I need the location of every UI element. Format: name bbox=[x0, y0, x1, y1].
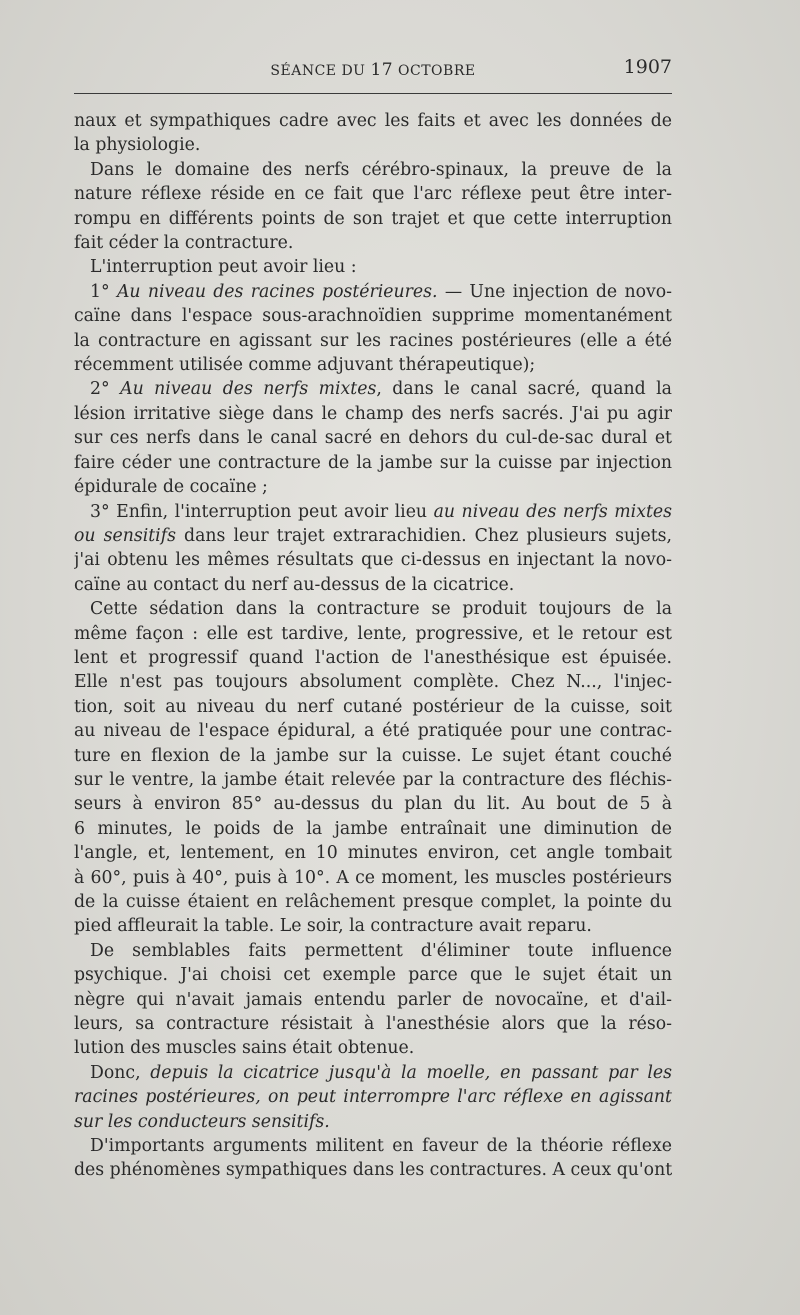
text-line: j'ai obtenu les mêmes résultats que ci-dessus en injectant la novo- bbox=[74, 550, 672, 571]
text-line-italic: racines postérieures, on peut interrompre l'arc réflexe en agissant bbox=[74, 1087, 672, 1108]
text-line: seurs à environ 85° au-dessus du plan du lit. Au bout de 5 à bbox=[74, 794, 672, 815]
text-line: même façon : elle est tardive, lente, progressive, et le retour est bbox=[74, 623, 672, 644]
text-line-post: — Une injection de novo- bbox=[437, 281, 672, 302]
text-line-post: dans leur trajet extrarachidien. Chez plusieurs sujets, bbox=[175, 525, 672, 546]
text-line: 6 minutes, le poids de la jambe entraînait une diminution de bbox=[74, 818, 672, 839]
text-line: lésion irritative siège dans le champ des nerfs sacrés. J'ai pu agir bbox=[74, 403, 672, 424]
text-line bbox=[74, 377, 672, 401]
text-line: De semblables faits permettent d'éliminer toute influence bbox=[90, 940, 672, 961]
text-line: sur ces nerfs dans le canal sacré en dehors du cul-de-sac dural et bbox=[74, 428, 672, 449]
page-number: 1907 bbox=[623, 56, 672, 78]
text-line: nature réflexe réside en ce fait que l'arc réflexe peut être inter- bbox=[74, 184, 672, 205]
text-line: rompu en différents points de son trajet et que cette interruption bbox=[74, 208, 672, 229]
text-line: D'importants arguments militent en faveur de la théorie réflexe bbox=[90, 1136, 672, 1157]
running-header bbox=[74, 56, 672, 84]
text-line: de la cuisse étaient en relâchement presque complet, la pointe du bbox=[74, 892, 672, 912]
text-line: épidurale de cocaïne ; bbox=[74, 477, 268, 498]
text-line: fait céder la contracture. bbox=[74, 233, 294, 254]
text-line: la contracture en agissant sur les racines postérieures (elle a été bbox=[74, 330, 672, 351]
text-line: nègre qui n'avait jamais entendu parler de novocaïne, et d'ail- bbox=[74, 989, 672, 1010]
text-line-italic: depuis la cicatrice jusqu'à la moelle, en passant par les bbox=[150, 1062, 672, 1083]
header-rule bbox=[74, 93, 672, 94]
text-line: Dans le domaine des nerfs cérébro-spinaux, la preuve de la bbox=[90, 159, 672, 180]
text-line: sur le ventre, la jambe était relevée par la contracture des fléchis- bbox=[74, 769, 672, 790]
text-line bbox=[74, 1061, 672, 1085]
text-line bbox=[74, 524, 672, 548]
text-line: faire céder une contracture de la jambe sur la cuisse par injection bbox=[74, 452, 672, 473]
running-title-day: 17 bbox=[370, 60, 394, 80]
text-line-pre: 2° bbox=[90, 379, 121, 400]
text-line-italic: ou sensitifs bbox=[74, 525, 176, 546]
text-line: psychique. J'ai choisi cet exemple parce que le sujet était un bbox=[74, 965, 672, 986]
text-line: tion, soit au niveau du nerf cutané postérieur de la cuisse, soit bbox=[74, 696, 672, 717]
text-line-italic: sur les conducteurs sensitifs. bbox=[74, 1111, 330, 1132]
text-line: Cette sédation dans la contracture se produit toujours de la bbox=[90, 599, 672, 620]
text-line-pre: 3° Enfin, l'interruption peut avoir lieu bbox=[90, 501, 434, 522]
text-line: des phénomènes sympathiques dans les contractures. A ceux qu'ont bbox=[74, 1160, 672, 1181]
text-line: lent et progressif quand l'action de l'anesthésique est épuisée. bbox=[74, 647, 672, 668]
text-line: au niveau de l'espace épidural, a été pratiquée pour une contrac- bbox=[74, 721, 672, 742]
text-line-post: , dans le canal sacré, quand la bbox=[376, 379, 672, 400]
text-line: caïne dans l'espace sous-arachnoïdien supprime momentanément bbox=[74, 306, 672, 327]
text-line: naux et sympathiques cadre avec les faits et avec les données de bbox=[74, 111, 672, 131]
text-line-italic: Au niveau des racines postérieures. bbox=[116, 281, 438, 302]
text-line-italic: Au niveau des nerfs mixtes bbox=[120, 379, 377, 400]
running-title-prefix: SÉANCE DU bbox=[270, 63, 371, 79]
text-line: récemment utilisée comme adjuvant thérapeutique); bbox=[74, 355, 536, 376]
text-line: leurs, sa contracture résistait à l'anesthésie alors que la réso- bbox=[74, 1014, 672, 1035]
text-line: Elle n'est pas toujours absolument complète. Chez N..., l'injec- bbox=[74, 672, 672, 693]
text-line bbox=[74, 500, 672, 524]
text-line-italic: au niveau des nerfs mixtes bbox=[433, 501, 672, 522]
text-line: l'angle, et, lentement, en 10 minutes environ, cet angle tombait bbox=[74, 843, 672, 864]
text-line: lution des muscles sains était obtenue. bbox=[74, 1038, 415, 1059]
text-line: la physiologie. bbox=[74, 135, 201, 156]
body-text bbox=[74, 109, 672, 1183]
text-line bbox=[74, 280, 672, 304]
text-line: L'interruption peut avoir lieu : bbox=[90, 257, 357, 278]
text-line-pre: 1° bbox=[90, 281, 117, 302]
text-line-pre: Donc, bbox=[90, 1062, 151, 1083]
text-line: caïne au contact du nerf au-dessus de la cicatrice. bbox=[74, 574, 515, 595]
text-line: pied affleurait la table. Le soir, la contracture avait reparu. bbox=[74, 916, 592, 937]
text-line: ture en flexion de la jambe sur la cuisse. Le sujet étant couché bbox=[74, 745, 672, 766]
text-line bbox=[74, 1085, 672, 1109]
text-line bbox=[74, 1110, 672, 1134]
running-title bbox=[74, 60, 672, 80]
running-title-suffix: OCTOBRE bbox=[393, 63, 476, 79]
text-line: à 60°, puis à 40°, puis à 10°. A ce moment, les muscles postérieurs bbox=[74, 867, 672, 888]
